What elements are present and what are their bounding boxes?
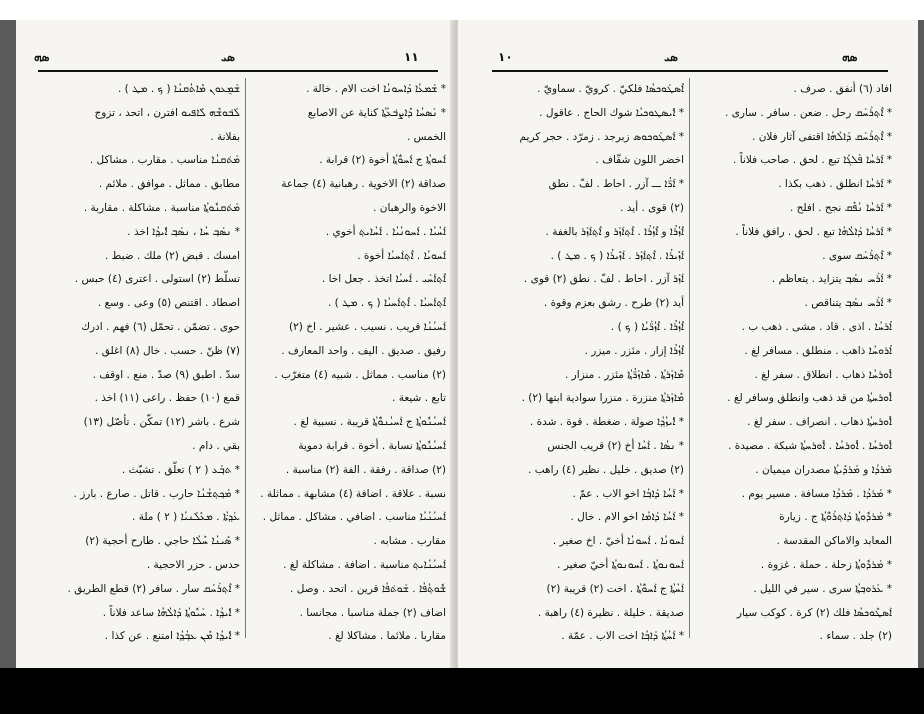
- right-page-header-rule: [492, 70, 888, 72]
- entry-line: * ܐܺܝܕ݂ܳܐ ܡܶܢ ܥܒ݂ܳܕ݂ܳܐ امتنع . عن كذا .: [104, 630, 240, 643]
- entry-line: (٢) صداقة . رفقة . الفة (٢) مناسبة .: [285, 463, 446, 476]
- entry-line: ܐܰܚܝܳܢܽܘܬ݂ܳܐ ج ܐܰܚܝܳܢܘ̈ܳܬ݂ܳܐ قريبة . نسبية لغ .: [293, 416, 446, 429]
- entry-line: (٢) صديق . خليل . نظير (٤) راهب .: [528, 463, 684, 476]
- entry-line: ܠܰܒ݁ܘܫܶܗ ܠܺܐܦܝܘ افترن ، اتحد ، تزوج: [94, 106, 240, 119]
- entry-line: ܐܶܣܛܰܘܟܣܳܐ فلكيّ . كرويّ . سماويّ .: [537, 83, 684, 95]
- entry-line: * ܐܺܝܕ݂ܳܐ . ܚܰܝܽܘܬ݂ܳܐ ܕܰܐܠܳܗܳܐ ساعد فلاناً .: [102, 606, 240, 619]
- entry-line: * ܐܰܣܛܰܘܟܘܣ زبرجد . زمرّد . حجر كريم: [519, 130, 684, 143]
- entry-line: ܫܽܘܬ݂ܳܦܳܐ . ܫܰܘܬ݁ܦܳܐ قرين . اتحد . وصل .: [290, 582, 446, 595]
- entry-line: قمع (١٠) حفظ . راعى (١١) اخذ .: [94, 392, 240, 405]
- entry-line: ܐܶܙܳܪܳܐ . ܐܶܙܳܪ̈ܰܝܳܐ ( ܟ ) .: [610, 320, 684, 333]
- left-page-column-divider: [245, 78, 246, 638]
- left-page: [16, 20, 458, 668]
- left-page-number: ١١: [404, 50, 419, 64]
- entry-line: (٧) ظنّ . حسب . خال (٨) اغلق .: [95, 344, 240, 357]
- entry-line: ܫܰܡ݈ܥܘܢ ܡܺܐܬܳܩܢܳܐ ( ܟ . ܡܛ ) .: [117, 83, 240, 95]
- entry-line: رفيق . صديق . اليف . واحد المعارف .: [281, 344, 446, 357]
- entry-line: * ܐܰܚܳܬ݂ܳܐ ܕܰܐܒ݂ܳܐ اخت الاب . عمّة .: [561, 630, 684, 643]
- right-page: [458, 20, 918, 668]
- entry-line: * ܐܶܬ݂ܪܰܚܰܩ سوى .: [822, 249, 892, 262]
- left-page-header-rule: [38, 70, 438, 72]
- entry-line: * ܐܶܬ݂ܪܰܚܰܩ ܕܰܐܠܳܗܳܐ اقتفى آثار فلان .: [752, 130, 892, 143]
- entry-line: ܥܰܕ݂ܬ݁ܳܐ . ܡܥܺܠܰܢܝܳܐ ( ٢ ) ملة .: [132, 511, 240, 524]
- entry-line: ܐܰܚܳܝܳܐ . ܐܰܚܘܢܳܝܳܐ . ܐܰܚܳܐܝܬ݂ أخوي .: [325, 225, 446, 238]
- entry-line: ܡܶܐܙܰܪܬ݂ܳܐ . ܡܶܐܙܰܪ̈ܳܬ݂ܳܐ مئزر . منزار .: [564, 368, 684, 381]
- entry-line: * ܡܰܪܕܽܘܬ݂ܳܐ زحلة . حملة . غزوة .: [760, 558, 892, 571]
- entry-line: تسلّط (٢) استولى . اعترى (٤) حبس .: [74, 273, 240, 286]
- right-page-corner-mark: ܣܗ: [842, 50, 858, 64]
- entry-line: * ܐܰܪܚܳܐ انطلق . ذهب بكذا .: [778, 178, 892, 191]
- entry-line: المعابد والاماكن المقدسة .: [776, 535, 892, 548]
- entry-line: * ܫܰܡܥܳܐ ܕܰܐܚܘܢܳܐ اخت الام . خالة .: [306, 83, 446, 95]
- entry-line: * ܐܰܪܚܳܐ ܕܰܐܠܳܗܳܐ تبع . لحق . رافق فلاناً .: [735, 225, 892, 238]
- entry-line: * ܢܣܰܒ݂ ܚܳܐ ، ܢܣܰܒ݂ ܐܺܝܕ݂ܳܐ اخذ .: [127, 225, 240, 238]
- entry-line: ܐܳܪܚܳܐ . اذى . قاد . مشى . ذهب ب .: [741, 320, 892, 333]
- entry-line: ܐܰܙܰܪ آزر . احاط . لفّ . نطق (٢) قوى .: [523, 273, 684, 286]
- entry-line: ܐܰܚܝܳܢܳܝܳܐ مناسب . اضافي . مشاكل . مماثل .: [262, 511, 446, 524]
- entry-line: * ܐܶܬ݂ܪܰܚܰܩ رحل . ضعن . سافر . سارى .: [725, 106, 892, 119]
- entry-line: (٢) مناسب . مماثل . شبيه (٤) متغرّب .: [274, 368, 446, 381]
- entry-line: امسك . قبض (٢) ملك . ضبط .: [104, 249, 240, 262]
- entry-line: (٢) جلد . سماء .: [819, 630, 892, 643]
- entry-line: ܐܰܚܝܳܢܳܐܝܬ݂ مناسبة . اضافة . مشاكلة لغ .: [283, 558, 446, 571]
- entry-line: * ܡܰܟ݂ܬ݂ܫܳܢܳܐ حارب . قاتل . صارع . بارز .: [73, 487, 240, 500]
- entry-line: * ܐܰܪܚܳܐ ܦܰܠܓܳܐ تبع . لحق . صاحب فلاناً .: [733, 154, 892, 167]
- entry-line: ܡܰܬ݁ܩܢܳܐ مناسب . مقارب . مشاكل .: [89, 154, 240, 167]
- left-page-running-title: ܣܝ: [221, 50, 235, 64]
- entry-line: اصطاد . اقتنص (٥) وعى . وسع .: [97, 297, 240, 310]
- entry-line: ܐܳܪܘܚܳܐ ذاهب . منطلق . مسافر لغ .: [744, 344, 892, 357]
- entry-line: ܐܰܚܘܢܳܐ . ܐܰܚܘܢܳܐ أخيّ . اخ صغير .: [552, 535, 684, 548]
- entry-line: ܐܰܚܘܝܳܐ . ܐܶܬ݂ܐܰܚܝܳܐ أخوة .: [357, 249, 446, 262]
- entry-line: * ܐܰܚܳܐ ܕܰܐܡܳܐ اخو الام . خال .: [570, 511, 684, 524]
- entry-line: ܐܶܙܳܪܳܐ و ܐܶܙܳܪܳܐ . ܐܶܬ݂ܐܰܙܰܪ و ܐܶܬ݂ܐܰܙܰܪ بالغفة .: [545, 225, 684, 238]
- entry-line: ܐܰܚܘܬ݂ܳܐ ج ܐܰܚܘ̈ܳܬ݂ܳܐ أخوة (٢) قرابة .: [319, 154, 446, 167]
- entry-line: صديقة . خليلة . نظيرة (٤) راهبة .: [537, 606, 684, 619]
- left-page-column-a: [44, 78, 240, 649]
- entry-line: بفلانة .: [210, 130, 240, 143]
- entry-line: ܐܶܙܳܪܳܐ إزار . مئزر . ميزر .: [584, 344, 684, 357]
- entry-line: مقاربا . ملائما . مشاكلا لغ .: [328, 630, 446, 643]
- entry-line: ܐܰܣܛܶܘܟܣܳܐ فلك (٢) كرة . كوكب سيار: [736, 606, 892, 619]
- entry-line: ܐܰܚܝܳܢܳܐ قريب . نسيب . عشير . اخ (٢): [289, 320, 446, 333]
- entry-line: ܡܰܬ݁ܩܢܽܘܬ݂ܳܐ مناسبة . مشاكلة . مقاربة .: [83, 201, 240, 214]
- entry-line: ܐܽܘܪܚܳܐ . ܐܽܘܪܚܳܐ . ܐܽܘܪܚܬ݂ܳܐ شبكة . مصيدة .: [728, 439, 892, 452]
- entry-line: * ܐܰܚܳܐ ܕܰܐܒ݂ܳܐ اخو الاب . عمّ .: [572, 487, 684, 500]
- entry-line: * ܣܺܝܢܳܐ ܚܶܠܳܐ حاجي . طارح أحجية (٢): [85, 535, 240, 548]
- entry-line: * ܐܺܝܙܳܕ݂ܳܐ صولة . ضغطة . قوة . شدة .: [529, 416, 684, 429]
- entry-line: سدّ . اطبق (٩) صدّ . منع . اوقف .: [92, 368, 240, 381]
- entry-line: شرع . باشر (١٢) تمكّن . تأصّل (١٣): [83, 416, 240, 429]
- entry-line: أيد (٢) طرح . رشق بعزم وقوة .: [543, 297, 684, 310]
- entry-line: * ܐܰܪܰܚ ܢܣܰܒ݂ يتزايد . يتعاظم .: [771, 273, 892, 286]
- entry-line: اخضر اللون شفّاف .: [595, 154, 684, 167]
- entry-line: * ܐܶܬ݂ܪܰܚܰܩ سار . سافر (٢) قطع الطريق .: [67, 582, 240, 595]
- entry-line: * ܡܰܪܕܳܐ . ܡܰܪܕܳܐ مسافة . مسير يوم .: [741, 487, 892, 500]
- right-page-running-title: ܣܝ: [664, 50, 678, 64]
- entry-line: * ܐܰܪܰܚ ܢܣܰܒ݂ يتناقص .: [804, 297, 892, 310]
- entry-line: * ܢܣܳܐ . ܐܰܚܳܐ أخ (٢) قريب الجنس: [547, 439, 684, 452]
- entry-line: ܐܰܚܳܬ݂ܳܐ ج ܐܰܚܘ̈ܳܬ݂ܳܐ . اخت (٢) قريبة (٢): [546, 582, 684, 595]
- entry-line: ܐܽܘܪܚܬ݂ܳܐ ذهاب . انصراف . سفر لغ .: [747, 416, 892, 429]
- entry-line: ܐܰܚܘܢܘܬ݂ܳܐ . ܐܰܚܘܢܘܬ݂ܳܐ أخيّ صغير .: [557, 558, 684, 571]
- entry-line: ܐܶܬ݂ܐܰܚܝܳܐ . ܐܶܬ݂ܐܰܚܝܳܐ ( ܟ . ܡܛ ) .: [327, 297, 446, 310]
- right-page-column-b: [694, 78, 892, 649]
- entry-line: مقارب . مشابه .: [373, 535, 446, 548]
- entry-line: * ܬܒ݂ܰܥ ( ٢ ) تعلّق . تشبّث .: [121, 463, 240, 476]
- entry-line: ܐܽܘܪܚܳܐ ذهاب . انطلاق . سفر لغ .: [754, 368, 892, 381]
- entry-line: مطابق . مماثل . موافق . ملائم .: [98, 178, 240, 191]
- entry-line: * ܡܰܪܕܽܘܬ݂ܳܐ ܕܰܐܬ݂ܪܰܘ̈ܳܬ݂ܳܐ ج . زيارة: [779, 511, 892, 524]
- right-page-column-a: [484, 78, 684, 649]
- scan-bottom-margin: [0, 668, 924, 714]
- left-page-column-b: [250, 78, 446, 649]
- entry-line: * ܢܰܣܚܳܐ ܕܶܐܨܒ݁ܥܳܬ݂ܳܐ كناية عن الاصابع: [307, 106, 446, 119]
- entry-line: ܡܶܐܙܰܪܬ݂ܳܐ منزرة . منزرا سوادية ابتها (٢) .: [521, 392, 684, 405]
- left-page-corner-mark: ܣܗ: [34, 50, 50, 64]
- entry-line: نسبة . علاقة . اضافة (٤) مشابهة . مماثلة .: [260, 487, 446, 500]
- entry-line: (٢) قوى . أيد .: [620, 201, 684, 214]
- entry-line: * ܐܰܪܚܳܐ ܢܳܦܶܩ نجح . افلح .: [789, 201, 892, 214]
- entry-line: * ܐܺܝܣܛܘܟܝܳܐ شوك الحاج . عاقول .: [539, 106, 684, 119]
- entry-line: ܐܰܙܺܝܪܳܐ . ܐܶܬ݂ܐܰܙܰܪ . ܐܰܙܺܝܪܳܐ ( ܟ . ܡܛ ) .: [550, 249, 684, 262]
- entry-line: اضاف (٢) جملة مناسبا . مجانسا .: [299, 606, 446, 619]
- entry-line: حدس . حزر الاحجية .: [146, 558, 240, 571]
- entry-line: صداقة (٢) الاخوية . رهبانية (٤) جماعة: [281, 178, 446, 191]
- right-page-column-divider: [689, 78, 690, 638]
- entry-line: بقي . دام .: [192, 439, 240, 452]
- entry-line: الاخوة والرهبان .: [373, 201, 446, 214]
- entry-line: تابع . شيعة .: [392, 392, 446, 405]
- entry-line: الخمس .: [406, 130, 446, 143]
- entry-line: ܐܰܚܝܳܢܽܘܬ݂ܳܐ نسابة . أخوة . قرابة دموية: [298, 439, 446, 452]
- right-page-number: ١٠: [498, 50, 513, 64]
- entry-line: ܡܰܪܕܳܐ و ܡܰܪܕܺܝܬ݂ܳܐ مصدران ميميان .: [755, 463, 892, 476]
- entry-line: ܐܶܬ݂ܐܰܚܰܝ . ܐܰܚܝܳܐ اتخذ . جعل اخا .: [321, 273, 446, 286]
- entry-line: افاد (٦) أنفق . صرف .: [793, 83, 892, 95]
- entry-line: * ܐܰܪ̈ܳܐ ـــ آزر . احاط . لفّ . نطق: [548, 178, 684, 191]
- entry-line: * ܥܰܪܘܒ݂ܬ݂ܳܐ سرى . سير في الليل .: [753, 582, 892, 595]
- entry-line: حوى . تضمّن . تحمّل (٦) فهم . ادرك: [81, 320, 240, 333]
- scan-top-margin: [0, 0, 924, 20]
- entry-line: ܐܽܘܪܚܬ݂ܳܐ من قد ذهب وانطلق وسافر لغ .: [727, 392, 892, 405]
